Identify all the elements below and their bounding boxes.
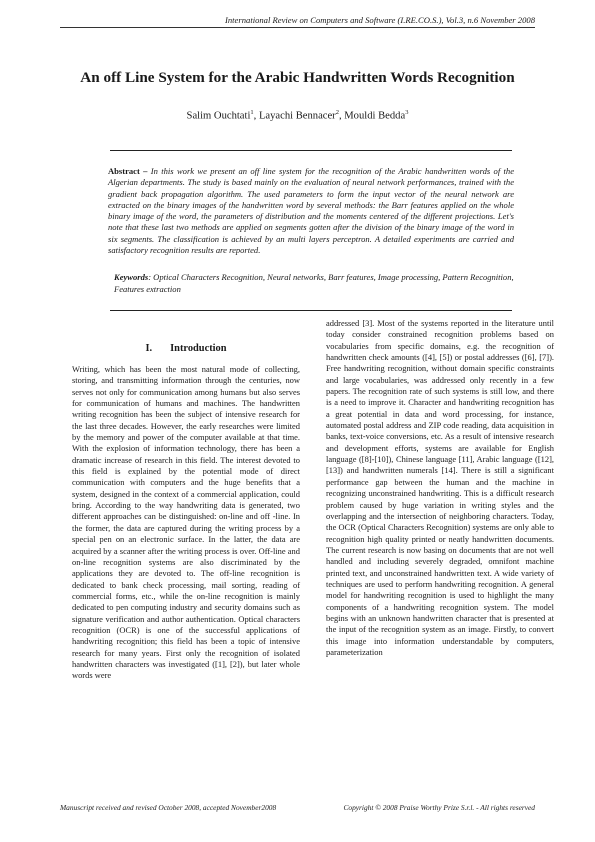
keywords-label: Keywords (114, 272, 149, 282)
author-list: Salim Ouchtati$^1$, Layachi Bennacer$^2$, Mouldi Bedda$^3$ (186, 109, 409, 122)
keywords-text: : Optical Characters Recognition, Neural networks, Barr features, Image processing, Pattern Recognition, Features extraction (114, 272, 514, 294)
section-title: Introduction (170, 343, 227, 354)
right-column-body: addressed [3]. Most of the systems reported in the literature until today consider constrained recognition problems based on vocabularies from specific domains, e.g. the recognition of handwritten check amounts ([4], [5]) or postal addresses ([6], [7]). Free handwriting recognition, without domain specific constraints and large vocabularies, was addressed only recently in a few papers. The recognition rate of such systems is still low, and there is a need to improve it. Character and handwriting recognition has a great potential in data and word processing, for instance, automated postal address and ZIP code reading, data acquisition in banks, text-voice conversions, etc. As a result of intensive research and development efforts, systems are available for English language ([8]-[10]), Chinese language [11], Arabic language ([12], [13]) and handwritten numerals [14]. There is still a significant performance gap between the human and the machine in recognizing unconstrained handwriting. This is a difficult research problem caused by huge variation in writing styles and the overlapping and the intersection of neighboring characters. Today, the OCR (Optical Characters Recognition) systems are only able to recognition high quality printed or neatly handwritten documents. The current research is now basing on documents that are not well handled and including severely degraded, omnifont machine printed text, and unconstrained handwritten text. A wide variety of techniques are used to perform handwriting recognition. A general model for handwriting recognition is used to highlight the many components of a handwriting recognition system. The model begins with an unknown handwritten character that is presented at the input of the recognition system as an image. Firstly, to convert this image into information understandable by computers, parameterization (326, 318, 554, 657)
section-number: I. (145, 343, 153, 354)
footer-manuscript-note: Manuscript received and revised October 2008, accepted November2008 (60, 803, 277, 812)
abstract-bottom-rule (110, 310, 512, 311)
footer-copyright: Copyright © 2008 Praise Worthy Prize S.r.l. - All rights reserved (343, 803, 535, 812)
section-heading (72, 343, 300, 354)
author-name: Salim Ouchtati (186, 110, 251, 122)
paper-title: An off Line System for the Arabic Handwritten Words Recognition (80, 69, 515, 86)
abstract-block (108, 166, 514, 256)
author-name: Layachi Bennacer (258, 110, 336, 122)
author-affiliation-mark: 3 (405, 109, 409, 116)
running-header: International Review on Computers and Software (I.RE.CO.S.), Vol.3, n.6 November 2008 (225, 15, 535, 25)
author-affiliation-mark: 1 (250, 109, 254, 116)
header-rule (60, 27, 535, 28)
keywords-block (114, 272, 514, 295)
abstract-label: Abstract – (108, 166, 148, 176)
abstract-text: In this work we present an off line system for the recognition of the Arabic handwritten words of the Algerian departments. The study is based mainly on the evaluation of neural network performances, trained with the gradient back propagation algorithm. The used parameters to form the input vector of the neural network are extracted on the binary images of the handwritten word by several methods: the Barr features applied on the whole binary image of the word, the parameters of distribution and the moments centered of the different projections. Let's note that these last two methods are applied on segments gotten after the division of the binary image of the word in six segments. The classification is achieved by an multi layers perceptron. A detailed experiments are carried and satisfactory recognition results are reported. (108, 166, 514, 256)
author-affiliation-mark: 2 (335, 109, 339, 116)
author-name: Mouldi Bedda (344, 110, 406, 122)
abstract-top-rule (110, 150, 512, 151)
left-column-body: Writing, which has been the most natural mode of collecting, storing, and transmitting information through the centuries, now serves not only for communication among humans but also serves for communication of humans and machines. The handwritten writing recognition has been the subject of intensive research for the last three decades. However, the early researches were limited by the memory and power of the computer available at that time. With the explosion of information technology, there has been a dramatic increase of research in this field. The interest devoted to this field is explained by the potential mode of direct communication with computers and the huge benefits that a system, designed in the context of a commercial application, could bring. According to the way handwriting data is generated, two different approaches can be distinguished: on-line and off -line. In the former, the data are captured during the writing process by a special pen on an electronic surface. In the latter, the data are acquired by a scanner after the writing process is over. Off-line and on-line recognition systems are also discriminated by the applications they are devoted to. The off-line recognition is dedicated to bank check processing, mail sorting, reading of commercial forms, etc., while the on-line recognition is mainly dedicated to pen computing industry and security domains such as signature verification and author authentication. Optical characters recognition (OCR) is one of the successful applications of handwriting recognition; this field has been a topic of intensive research for many years. First only the recognition of isolated handwritten characters was investigated ([1], [2]), but later whole words were (72, 364, 300, 681)
